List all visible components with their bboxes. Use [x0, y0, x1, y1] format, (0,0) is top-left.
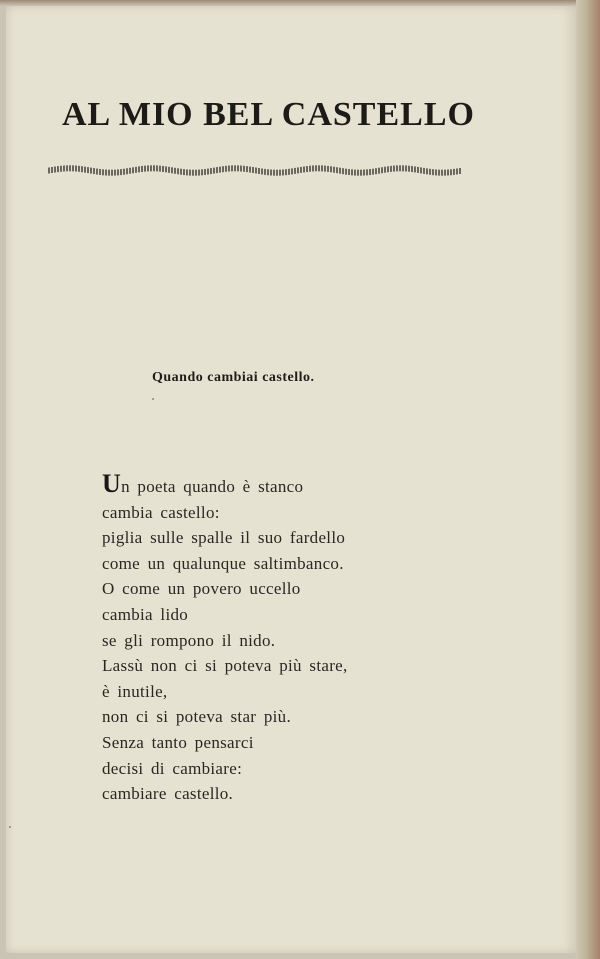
drop-cap: U	[102, 469, 122, 498]
poem-first-line: n poeta quando è stanco	[121, 477, 304, 496]
paper-speck	[152, 398, 154, 400]
poem-line: Lassù non ci si poteva più stare,	[102, 656, 348, 676]
poem-line: cambiare castello.	[102, 784, 234, 804]
poem-line: come un qualunque saltimbanco.	[102, 553, 344, 573]
poem-line: è inutile,	[102, 681, 168, 701]
poem-line	[102, 469, 348, 500]
poem-line: O come un povero uccello	[102, 579, 301, 599]
page-title: AL MIO BEL CASTELLO	[62, 96, 475, 133]
poem-line: cambia lido	[102, 604, 189, 624]
poem-line: decisi di cambiare:	[102, 758, 243, 778]
book-page-edges	[576, 0, 600, 959]
poem-line: cambia castello:	[102, 502, 220, 522]
poem-line: Senza tanto pensarci	[102, 732, 254, 752]
poem-line: piglia sulle spalle il suo fardello	[102, 528, 346, 548]
poem-body	[102, 469, 348, 807]
poem-line: se gli rompono il nido.	[102, 630, 276, 650]
paper-speck	[9, 826, 11, 828]
poem-line: non ci si poteva star più.	[102, 707, 291, 727]
poem-subtitle: Quando cambiai castello.	[152, 370, 315, 385]
wavy-rule-ornament	[48, 164, 462, 178]
